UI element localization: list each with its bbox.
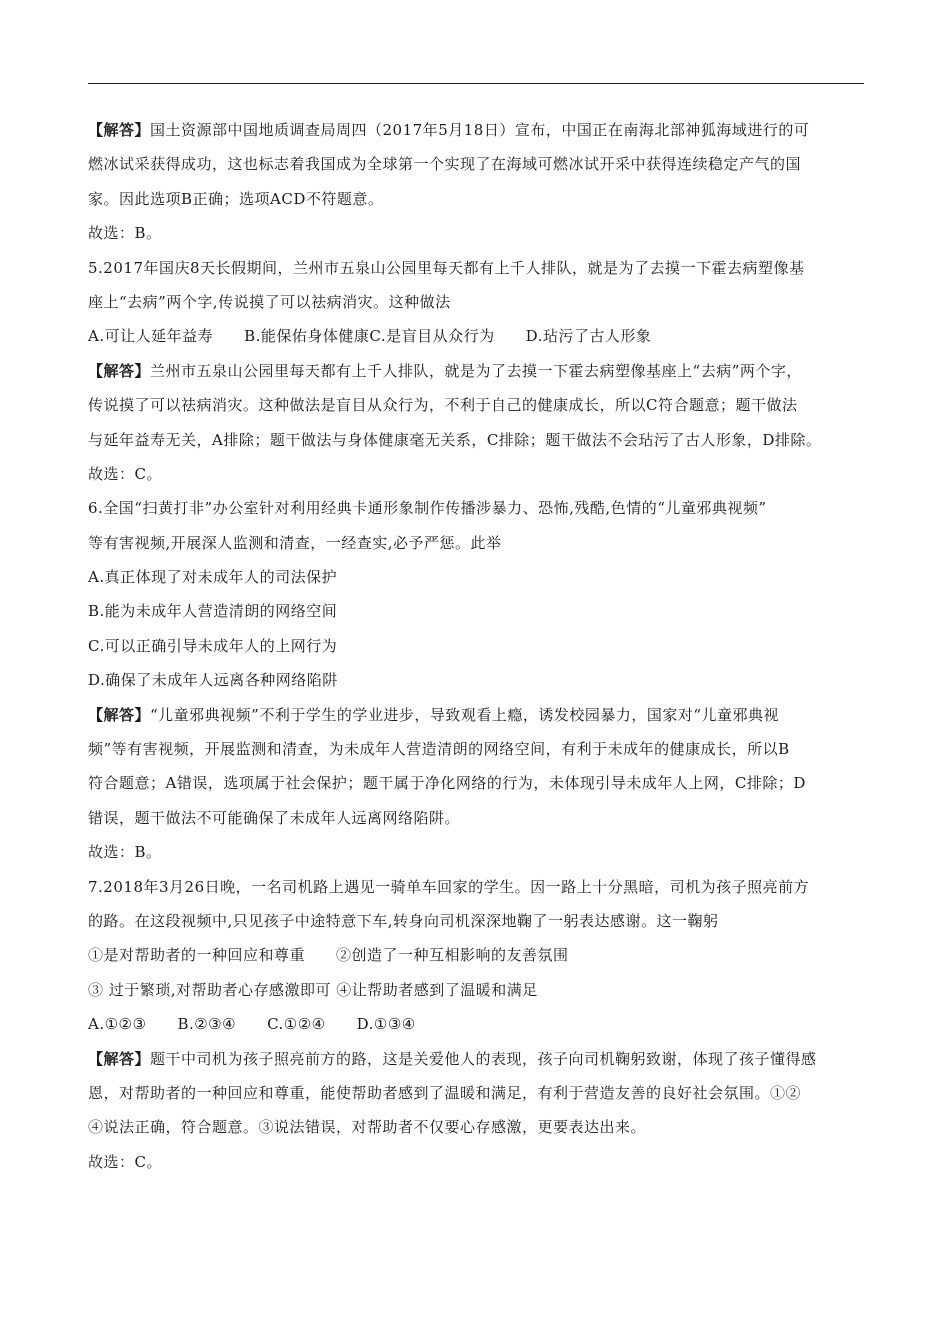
text-line [88, 705, 866, 725]
line-text: “儿童邪典视频”不利于学生的学业进步，导致观看上瘾，诱发校园暴力，国家对“儿童邪典视 [150, 705, 780, 724]
text-line [88, 1117, 866, 1137]
line-text: 等有害视频,开展深人监测和清查，一经查实,必予严惩。此举 [88, 533, 502, 552]
text-line [88, 601, 866, 621]
line-text: 的路。在这段视频中,只见孩子中途特意下车,转身向司机深深地鞠了一躬表达感谢。这一鞠躬 [88, 911, 719, 930]
text-line [88, 1014, 866, 1034]
line-text: 故选：C。 [88, 464, 162, 483]
text-line [88, 636, 866, 656]
text-line [88, 980, 866, 1000]
line-text: B.能为未成年人营造清朗的网络空间 [88, 602, 338, 621]
line-text: ①是对帮助者的一种回应和尊重 ②创造了一种互相影响的友善氛围 [88, 946, 569, 965]
line-text: 兰州市五泉山公园里每天都有上千人排队，就是为了去摸一下霍去病塑像基座上“去病”两个字， [150, 361, 802, 380]
line-text: 故选：B。 [88, 843, 162, 862]
text-line [88, 533, 866, 553]
header-rule [88, 83, 864, 84]
text-line [88, 361, 866, 381]
text-line [88, 292, 866, 312]
text-line [88, 120, 866, 140]
text-line [88, 464, 866, 484]
line-text: ④说法正确，符合题意。③说法错误，对帮助者不仅要心存感激，更要表达出来。 [88, 1118, 647, 1137]
line-text: 题干中司机为孩子照亮前方的路，这是关爱他人的表现，孩子向司机鞠躬致谢，体现了孩子懂得感 [150, 1049, 817, 1068]
answer-label: 【解答】 [88, 705, 151, 724]
line-text: A.真正体现了对未成年人的司法保护 [88, 568, 338, 587]
line-text: 恩，对帮助者的一种回应和尊重，能使帮助者感到了温暖和满足，有利于营造友善的良好社会氛围。①② [88, 1083, 802, 1102]
document-body [88, 120, 866, 1186]
text-line [88, 258, 866, 278]
line-text: 与延年益寿无关，A排除；题干做法与身体健康毫无关系，C排除；题干做法不会玷污了古人形象，D排除。 [88, 430, 822, 449]
text-line [88, 154, 866, 174]
answer-label: 【解答】 [88, 121, 151, 139]
line-text: 故选：B。 [88, 224, 162, 243]
line-text: C.可以正确引导未成年人的上网行为 [88, 636, 338, 655]
text-line [88, 567, 866, 587]
text-line [88, 1083, 866, 1103]
line-text: 6.全国“扫黄打非”办公室针对利用经典卡通形象制作传播涉暴力、恐怖,残酷,色情的“儿童邪典视频” [88, 499, 767, 518]
line-text: 故选：C。 [88, 1152, 162, 1171]
line-text: 传说摸了可以祛病消灾。这种做法是盲目从众行为，不利于自己的健康成长，所以C符合题意；题干做法 [88, 396, 798, 415]
line-text: D.确保了未成年人远离各种网络陷阱 [88, 671, 338, 690]
text-line [88, 773, 866, 793]
text-line [88, 189, 866, 209]
text-line [88, 498, 866, 518]
text-line [88, 808, 866, 828]
line-text: 家。因此选项B正确；选项ACD不符题意。 [88, 189, 384, 208]
line-text: 频”等有害视频，开展监测和清查，为未成年人营造清朗的网络空间，有利于未成年的健康成长，所以B [88, 740, 790, 759]
answer-label: 【解答】 [88, 1049, 151, 1068]
answer-label: 【解答】 [88, 361, 151, 380]
line-text: 国土资源部中国地质调查局周四（2017年5月18日）宣布，中国正在南海北部神狐海域进行的可 [150, 121, 810, 139]
line-text: A.①②③ B.②③④ C.①②④ D.①③④ [88, 1015, 416, 1034]
line-text: 座上“去病”两个字,传说摸了可以祛病消灾。这种做法 [88, 292, 451, 311]
line-text: ③ 过于繁琐,对帮助者心存感激即可 ④让帮助者感到了温暖和满足 [88, 980, 538, 999]
text-line [88, 842, 866, 862]
text-line [88, 395, 866, 415]
text-line [88, 945, 866, 965]
text-line [88, 326, 866, 346]
line-text: 符合题意；A错误，选项属于社会保护；题干属于净化网络的行为，未体现引导未成年人上网，C排除；D [88, 774, 806, 793]
text-line [88, 430, 866, 450]
text-line [88, 223, 866, 243]
line-text: 5.2017年国庆8天长假期间，兰州市五泉山公园里每天都有上千人排队，就是为了去摸一下霍去病塑像基 [88, 258, 805, 277]
line-text: A.可让人延年益寿 B.能保佑身体健康C.是盲目从众行为 D.玷污了古人形象 [88, 327, 652, 346]
text-line [88, 670, 866, 690]
line-text: 7.2018年3月26日晚，一名司机路上遇见一骑单车回家的学生。因一路上十分黑暗，司机为孩子照亮前方 [88, 877, 810, 896]
text-line [88, 911, 866, 931]
text-line [88, 1049, 866, 1069]
text-line [88, 877, 866, 897]
line-text: 错误，题干做法不可能确保了未成年人远离网络陷阱。 [88, 808, 461, 827]
text-line [88, 1152, 866, 1172]
line-text: 燃冰试采获得成功，这也标志着我国成为全球第一个实现了在海域可燃冰试开采中获得连续稳定产气的国 [88, 155, 802, 174]
text-line [88, 739, 866, 759]
